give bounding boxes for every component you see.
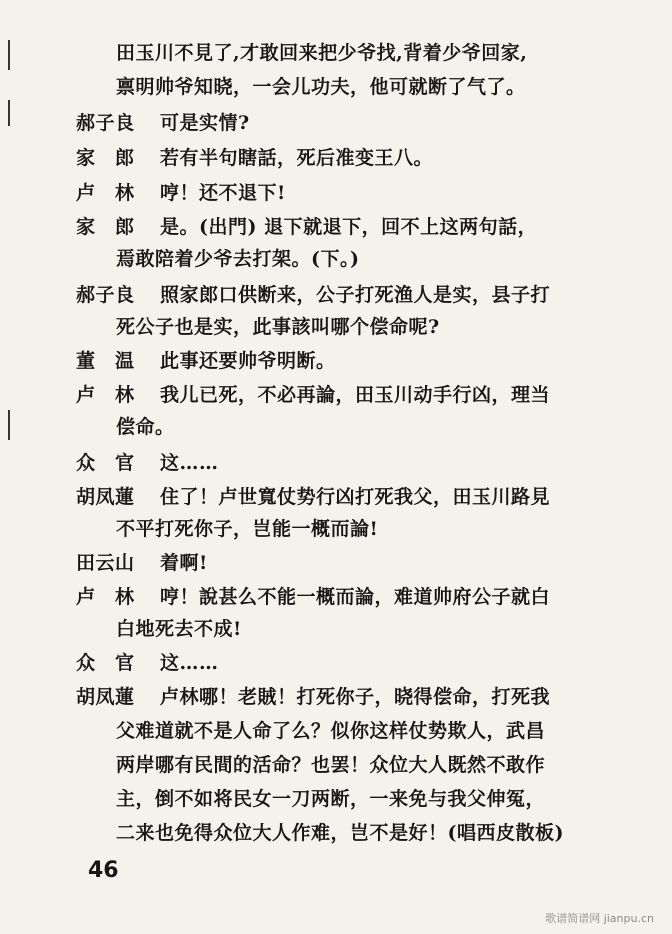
speaker-name: 家 郎 xyxy=(76,216,135,238)
dialogue-line: 郝子良 可是实情? xyxy=(76,112,250,134)
dialogue-line: 家 郎 若有半句瞎話，死后准变王八。 xyxy=(76,147,434,169)
margin-mark xyxy=(8,410,10,440)
dialogue-line: 卢 林 我儿已死，不必再論，田玉川动手行凶，理当 xyxy=(76,384,551,406)
dialogue-line: 郝子良 照家郎口供断来，公子打死渔人是实，县子打 xyxy=(76,284,551,306)
dialogue-line: 胡凤蓮 住了！卢世寬仗势行凶打死我父，田玉川路見 xyxy=(76,486,551,508)
dialogue-line: 偿命。 xyxy=(116,416,175,438)
speaker-name: 卢 林 xyxy=(76,384,135,406)
dialogue-line: 死公子也是实，此事該叫哪个偿命呢? xyxy=(116,316,440,338)
dialogue-line: 董 温 此事还要帅爷明断。 xyxy=(76,350,336,372)
speaker-name: 卢 林 xyxy=(76,182,135,204)
dialogue-line: 两岸哪有民間的活命？也罢！众位大人既然不敢作 xyxy=(116,754,546,776)
dialogue-line: 众 官 这…… xyxy=(76,652,219,674)
speaker-name: 郝子良 xyxy=(76,284,135,306)
margin-mark xyxy=(8,100,10,126)
dialogue-line: 田玉川不見了,才敢回来把少爷找,背着少爷回家, xyxy=(116,42,528,64)
dialogue-line: 卢 林 哼！还不退下! xyxy=(76,182,286,204)
watermark: 歌谱简谱网 jianpu.cn xyxy=(545,912,654,925)
speaker-name: 众 官 xyxy=(76,452,135,474)
dialogue-line: 众 官 这…… xyxy=(76,452,219,474)
speaker-name: 田云山 xyxy=(76,552,135,574)
dialogue-line: 胡凤蓮 卢林哪！老賊！打死你子，晓得偿命，打死我 xyxy=(76,686,551,708)
dialogue-line: 不平打死你子，岂能一概而論! xyxy=(116,518,379,540)
dialogue-line: 二来也免得众位大人作难，岂不是好！(唱西皮散板) xyxy=(116,822,564,844)
page-number: 46 xyxy=(88,858,119,883)
dialogue-line: 焉敢陪着少爷去打架。(下。) xyxy=(116,248,360,270)
speaker-name: 郝子良 xyxy=(76,112,135,134)
speaker-name: 众 官 xyxy=(76,652,135,674)
speaker-name: 卢 林 xyxy=(76,586,135,608)
dialogue-line: 主，倒不如将民女一刀两断，一来免与我父伸冤， xyxy=(116,788,546,810)
dialogue-line: 禀明帅爷知晓，一会儿功夫，他可就断了气了。 xyxy=(116,76,526,98)
dialogue-line: 田云山 着啊! xyxy=(76,552,208,574)
dialogue-line: 父难道就不是人命了么？似你这样仗势欺人，武昌 xyxy=(116,720,546,742)
dialogue-line: 家 郎 是。(出門) 退下就退下，回不上这两句話， xyxy=(76,216,538,238)
dialogue-line: 卢 林 哼！說甚么不能一概而論，难道帅府公子就白 xyxy=(76,586,551,608)
speaker-name: 董 温 xyxy=(76,350,135,372)
speaker-name: 胡凤蓮 xyxy=(76,486,135,508)
speaker-name: 家 郎 xyxy=(76,147,135,169)
margin-mark xyxy=(8,40,10,70)
speaker-name: 胡凤蓮 xyxy=(76,686,135,708)
dialogue-line: 白地死去不成! xyxy=(116,618,242,640)
